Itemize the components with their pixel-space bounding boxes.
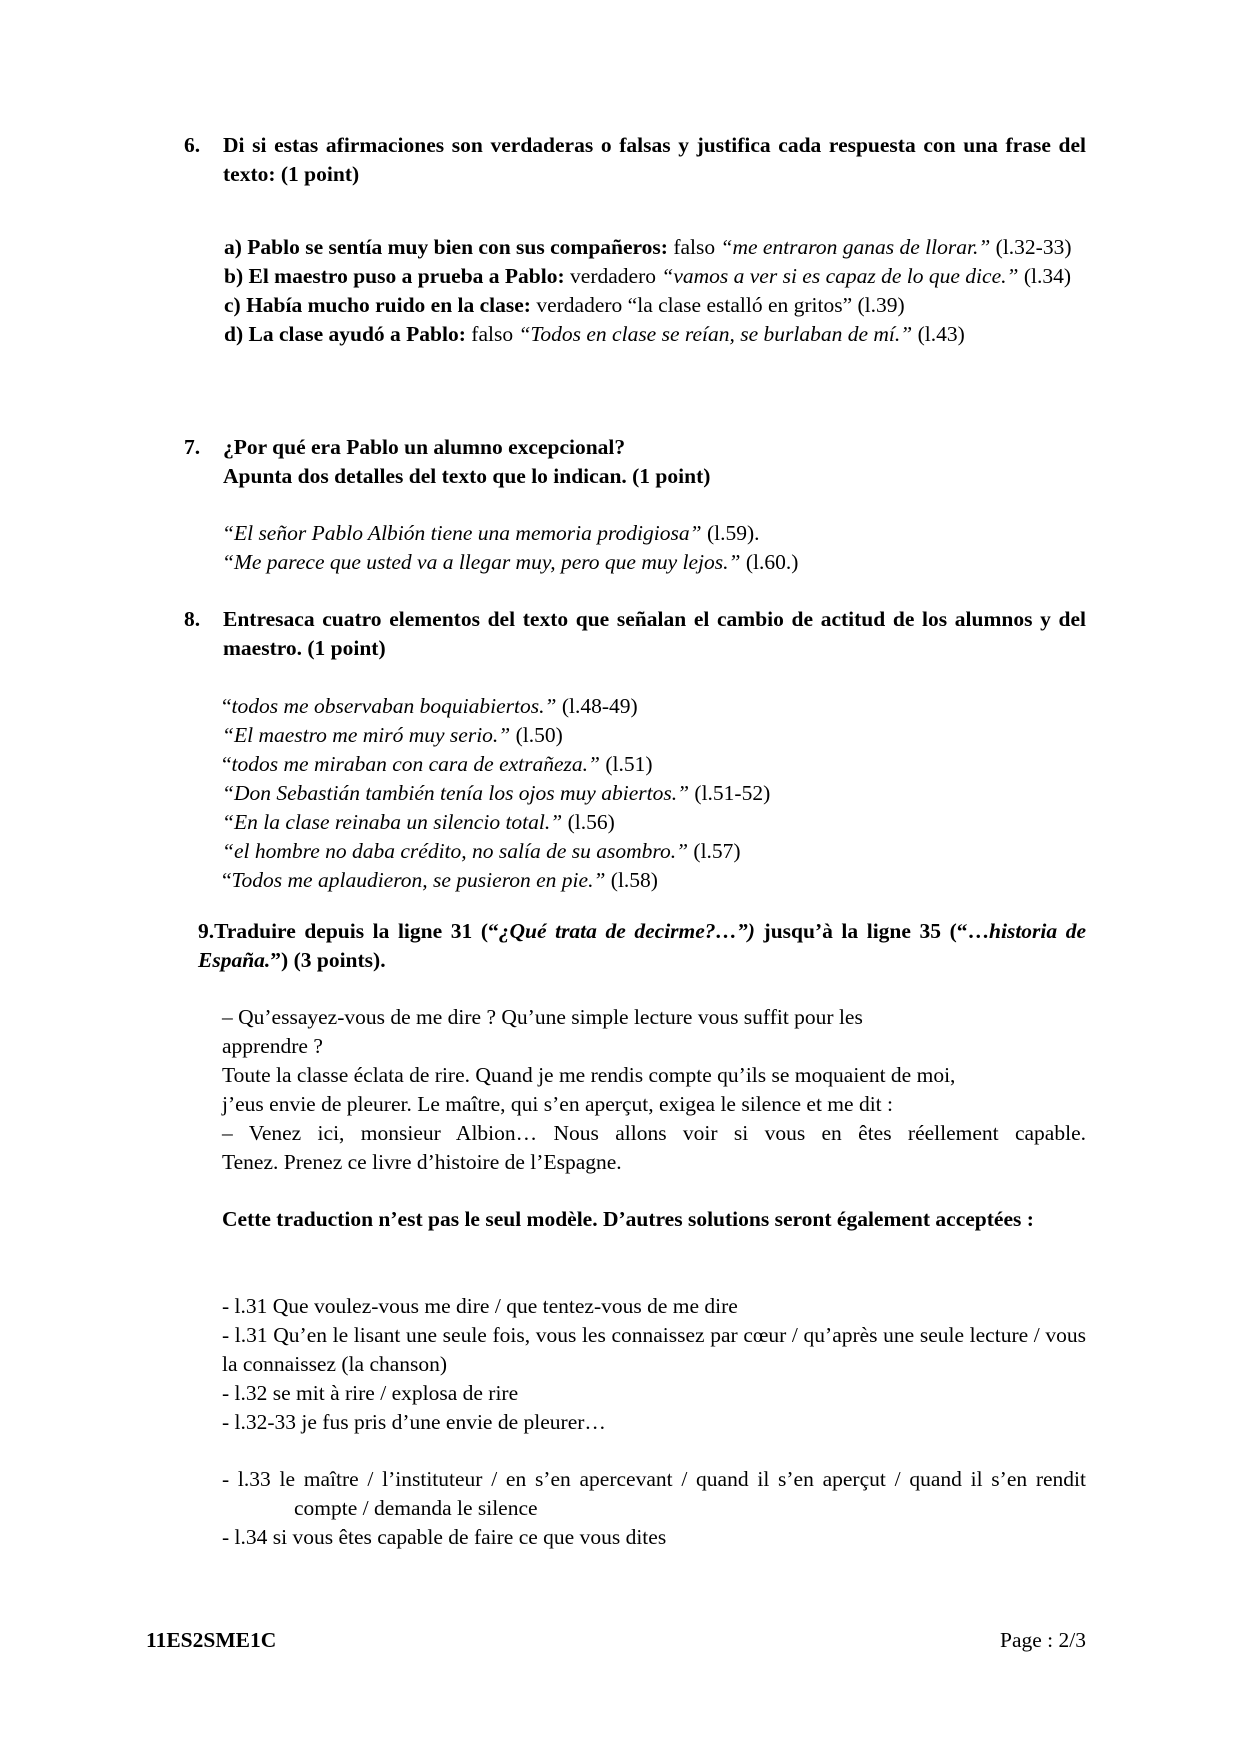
answer-line: “todos me observaban boquiabiertos.” (l.48-49): [222, 694, 638, 718]
answer-item: b) El maestro puso a prueba a Pablo: verdadero “vamos a ver si es capaz de lo que dice.” (l.34): [224, 264, 1071, 288]
question-9-heading: [198, 917, 1086, 975]
question-number: 7.: [184, 435, 201, 459]
question-6-heading: [184, 131, 1086, 189]
answer-line: “Todos me aplaudieron, se pusieron en pie.” (l.58): [222, 868, 658, 892]
question-text: 9.Traduire depuis la ligne 31 (“¿Qué trata de decirme?…”) jusqu’à la ligne 35 (“…historia de España.”) (3 points).: [198, 919, 1086, 972]
question-7-answers: [222, 519, 1086, 577]
question-number: 6.: [184, 133, 201, 157]
question-6: [184, 131, 1086, 189]
question-9: [198, 917, 1086, 975]
question-6-answers: [224, 233, 1086, 349]
question-text-line1: ¿Por qué era Pablo un alumno excepcional?: [223, 435, 626, 459]
translation-line: apprendre ?: [222, 1034, 323, 1058]
answer-line: “el hombre no daba crédito, no salía de su asombro.” (l.57): [222, 839, 741, 863]
translation-block: [222, 1003, 1086, 1177]
alternatives-list: [222, 1292, 1086, 1437]
answer-item: a) Pablo se sentía muy bien con sus compañeros: falso “me entraron ganas de llorar.” (l.32-33): [224, 235, 1072, 259]
answer-item: c) Había mucho ruido en la clase: verdadero “la clase estalló en gritos” (l.39): [224, 293, 905, 317]
document-code: 11ES2SME1C: [146, 1628, 277, 1652]
answer-line: “En la clase reinaba un silencio total.” (l.56): [222, 810, 615, 834]
alternative-item: - l.31 Qu’en le lisant une seule fois, vous les connaissez par cœur / qu’après une seule lecture / vous la connaissez (la chanson): [222, 1323, 1086, 1376]
alternative-item: - l.31 Que voulez-vous me dire / que tentez-vous de me dire: [222, 1294, 738, 1318]
translation-line: – Venez ici, monsieur Albion… Nous allons voir si vous en êtes réellement capable.: [222, 1121, 1086, 1145]
answer-line: “El señor Pablo Albión tiene una memoria prodigiosa” (l.59).: [222, 521, 760, 545]
question-7: [184, 433, 1086, 491]
question-text-line2: Apunta dos detalles del texto que lo indican. (1 point): [223, 464, 711, 488]
answer-item: d) La clase ayudó a Pablo: falso “Todos en clase se reían, se burlaban de mí.” (l.43): [224, 322, 965, 346]
alternative-item: - l.34 si vous êtes capable de faire ce que vous dites: [222, 1525, 667, 1549]
question-text: Di si estas afirmaciones son verdaderas o falsas y justifica cada respuesta con una frase del texto: (1 point): [223, 133, 1086, 186]
answer-line: “Don Sebastián también tenía los ojos muy abiertos.” (l.51-52): [222, 781, 771, 805]
question-8-heading: [184, 605, 1086, 663]
question-8: [184, 605, 1086, 663]
question-8-answers: [222, 692, 1086, 895]
alternatives-list-2: [222, 1465, 1086, 1552]
question-text: Entresaca cuatro elementos del texto que señalan el cambio de actitud de los alumnos y del maestro. (1 point): [223, 607, 1086, 660]
alternative-item: - l.32-33 je fus pris d’une envie de pleurer…: [222, 1410, 606, 1434]
translation-note: Cette traduction n’est pas le seul modèle. D’autres solutions seront également acceptées :: [222, 1207, 1034, 1231]
answer-line: “El maestro me miró muy serio.” (l.50): [222, 723, 563, 747]
alternative-item: - l.32 se mit à rire / explosa de rire: [222, 1381, 519, 1405]
question-7-heading: [184, 433, 1086, 491]
page-number: Page : 2/3: [1000, 1628, 1086, 1652]
answer-line: “todos me miraban con cara de extrañeza.” (l.51): [222, 752, 653, 776]
translation-line: Toute la classe éclata de rire. Quand je me rendis compte qu’ils se moquaient de moi,: [222, 1063, 956, 1087]
translation-line: Tenez. Prenez ce livre d’histoire de l’Espagne.: [222, 1150, 622, 1174]
translation-line: – Qu’essayez-vous de me dire ? Qu’une simple lecture vous suffit pour les: [222, 1005, 863, 1029]
question-number: 9.: [198, 919, 215, 943]
answer-line: “Me parece que usted va a llegar muy, pero que muy lejos.” (l.60.): [222, 550, 799, 574]
question-number: 8.: [184, 607, 201, 631]
translation-line: j’eus envie de pleurer. Le maître, qui s’en aperçut, exigea le silence et me dit :: [222, 1092, 893, 1116]
alternative-item: - l.33 le maître / l’instituteur / en s’en apercevant / quand il s’en aperçut / quand il s’en rendit compte / demanda le silence: [222, 1467, 1086, 1520]
